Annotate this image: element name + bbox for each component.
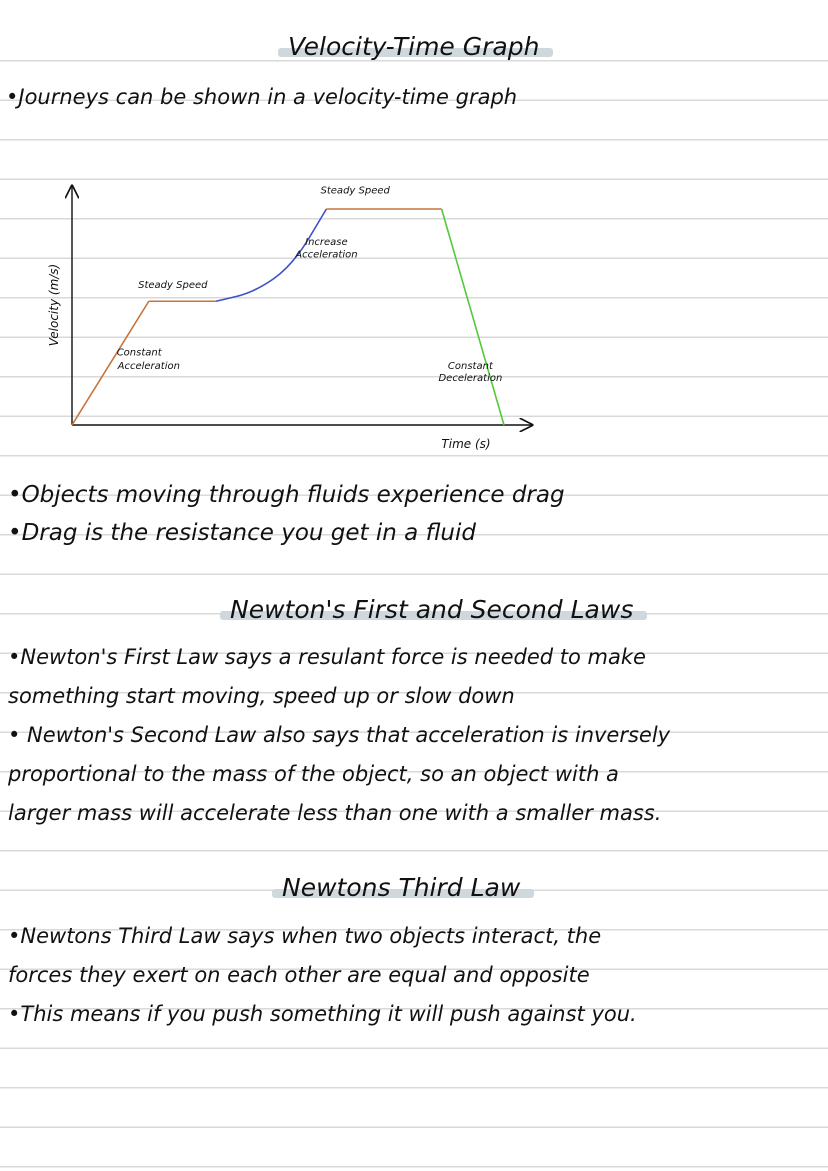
newton3-line-2: forces they exert on each other are equal and opposite: [8, 963, 590, 987]
series-segment-5: [442, 209, 504, 425]
annotation-label: Steady Speed: [320, 185, 390, 197]
annotation-label: Increase: [305, 237, 348, 248]
newton12-line-1: •Newton's First Law says a resulant force is needed to make: [8, 645, 646, 669]
newton12-line-2: something start moving, speed up or slow down: [8, 684, 515, 708]
annotation-label: Constant: [116, 347, 162, 359]
newton12-line-3: • Newton's Second Law also says that acceleration is inversely: [8, 723, 671, 747]
annotation-label: Steady Speed: [138, 279, 208, 291]
newton12-line-5: larger mass will accelerate less than one with a smaller mass.: [8, 801, 662, 825]
y-axis-label: Velocity (m/s): [47, 263, 61, 347]
velocity-time-graph: [0, 180, 560, 455]
annotation-label: Acceleration: [295, 249, 358, 261]
drag-line-1: •Objects moving through fluids experience drag: [8, 482, 565, 508]
vt-title: Velocity-Time Graph: [288, 32, 540, 61]
newton12-line-4: proportional to the mass of the object, so an object with a: [8, 762, 619, 786]
newton3-line-3: •This means if you push something it will push against you.: [8, 1002, 637, 1026]
annotation-label: Constant: [447, 360, 493, 372]
newton3-line-1: •Newtons Third Law says when two objects interact, the: [8, 924, 602, 948]
newton3-title: Newtons Third Law: [282, 873, 521, 902]
x-axis-label: Time (s): [441, 437, 491, 451]
annotation-label: Deceleration: [438, 373, 503, 385]
newton12-title: Newton's First and Second Laws: [230, 595, 634, 624]
vt-intro-line: •Journeys can be shown in a velocity-time graph: [6, 85, 518, 109]
drag-line-2: •Drag is the resistance you get in a fluid: [8, 520, 476, 546]
annotation-label: Acceleration: [117, 360, 180, 372]
